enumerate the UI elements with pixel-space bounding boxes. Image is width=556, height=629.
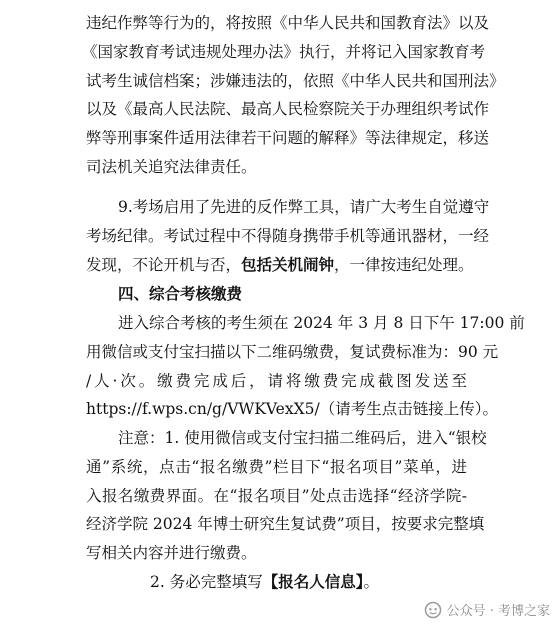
text-line: 司法机关追究法律责任。 (86, 157, 257, 176)
text-line: 经济学院 2024 年博士研究生复试费”项目，按要求完整填 (86, 515, 485, 534)
text-line: 弊等刑事案件适用法律若干问题的解释》等法律规定，移送 (86, 129, 490, 148)
text-line: 写相关内容并进行缴费。 (86, 544, 257, 563)
text-line: 通”系统，点击“报名缴费”栏目下“报名项目”菜单，进 (86, 457, 467, 476)
section-title: 四、综合考核缴费 (118, 284, 243, 303)
text-line: 注意：1. 使用微信或支付宝扫描二维码后，进入“银校 (118, 429, 487, 447)
text-line: 试考生诚信档案；涉嫌违法的，依照《中华人民共和国刑法》 (86, 71, 505, 90)
watermark (424, 600, 550, 619)
text-line: 违纪作弊等行为的，将按照《中华人民共和国教育法》以及 (86, 14, 490, 32)
text-run: ，一律按违纪处理。 (334, 255, 474, 274)
text-line: 用微信或支付宝扫描以下二维码缴费，复试费标准为：90 元 (86, 342, 499, 361)
watermark-text: 公众号 · 考博之家 (446, 604, 550, 619)
paragraph-payment-info (0, 309, 556, 424)
text-run: 发现，不论开机与否， (86, 255, 242, 274)
wechat-official-account-icon (424, 601, 442, 619)
text-line: 考场纪律。考试过程中不得随身携带手机等通讯器材，一经 (86, 226, 490, 245)
text-line: 以及《最高人民法院、最高人民检察院关于办理组织考试作 (86, 100, 490, 119)
bold-emphasis: 包括关机闹钟 (241, 254, 335, 274)
text-line: 9.考场启用了先进的反作弊工具，请广大考生自觉遵守 (118, 198, 490, 216)
section-heading (0, 280, 556, 309)
paragraph-legal-consequences (0, 9, 556, 182)
text-line: 《国家教育考试违规处理办法》执行，并将记入国家教育考 (82, 42, 486, 61)
bold-emphasis: 【报名人信息】 (262, 572, 364, 591)
text-line: 入报名缴费界面。在“报名项目”处点击选择“经济学院- (86, 486, 467, 505)
upload-link-line[interactable]: https://f.wps.cn/g/VWKVexX5/（请考生点击链接上传）。 (86, 400, 498, 419)
text-line (150, 568, 450, 597)
text-run: 2. 务必完整填写 (150, 573, 263, 591)
text-line: /人·次。缴费完成后，请将缴费完成截图发送至 (86, 371, 467, 390)
text-line (86, 251, 476, 280)
paragraph-fill-info (0, 568, 556, 597)
paragraph-anti-cheating (0, 193, 556, 279)
text-line: 进入综合考核的考生须在 2024 年 3 月 8 日下午 17:00 前 (118, 314, 525, 332)
text-run: 。 (363, 573, 379, 591)
paragraph-payment-notes (0, 424, 556, 568)
